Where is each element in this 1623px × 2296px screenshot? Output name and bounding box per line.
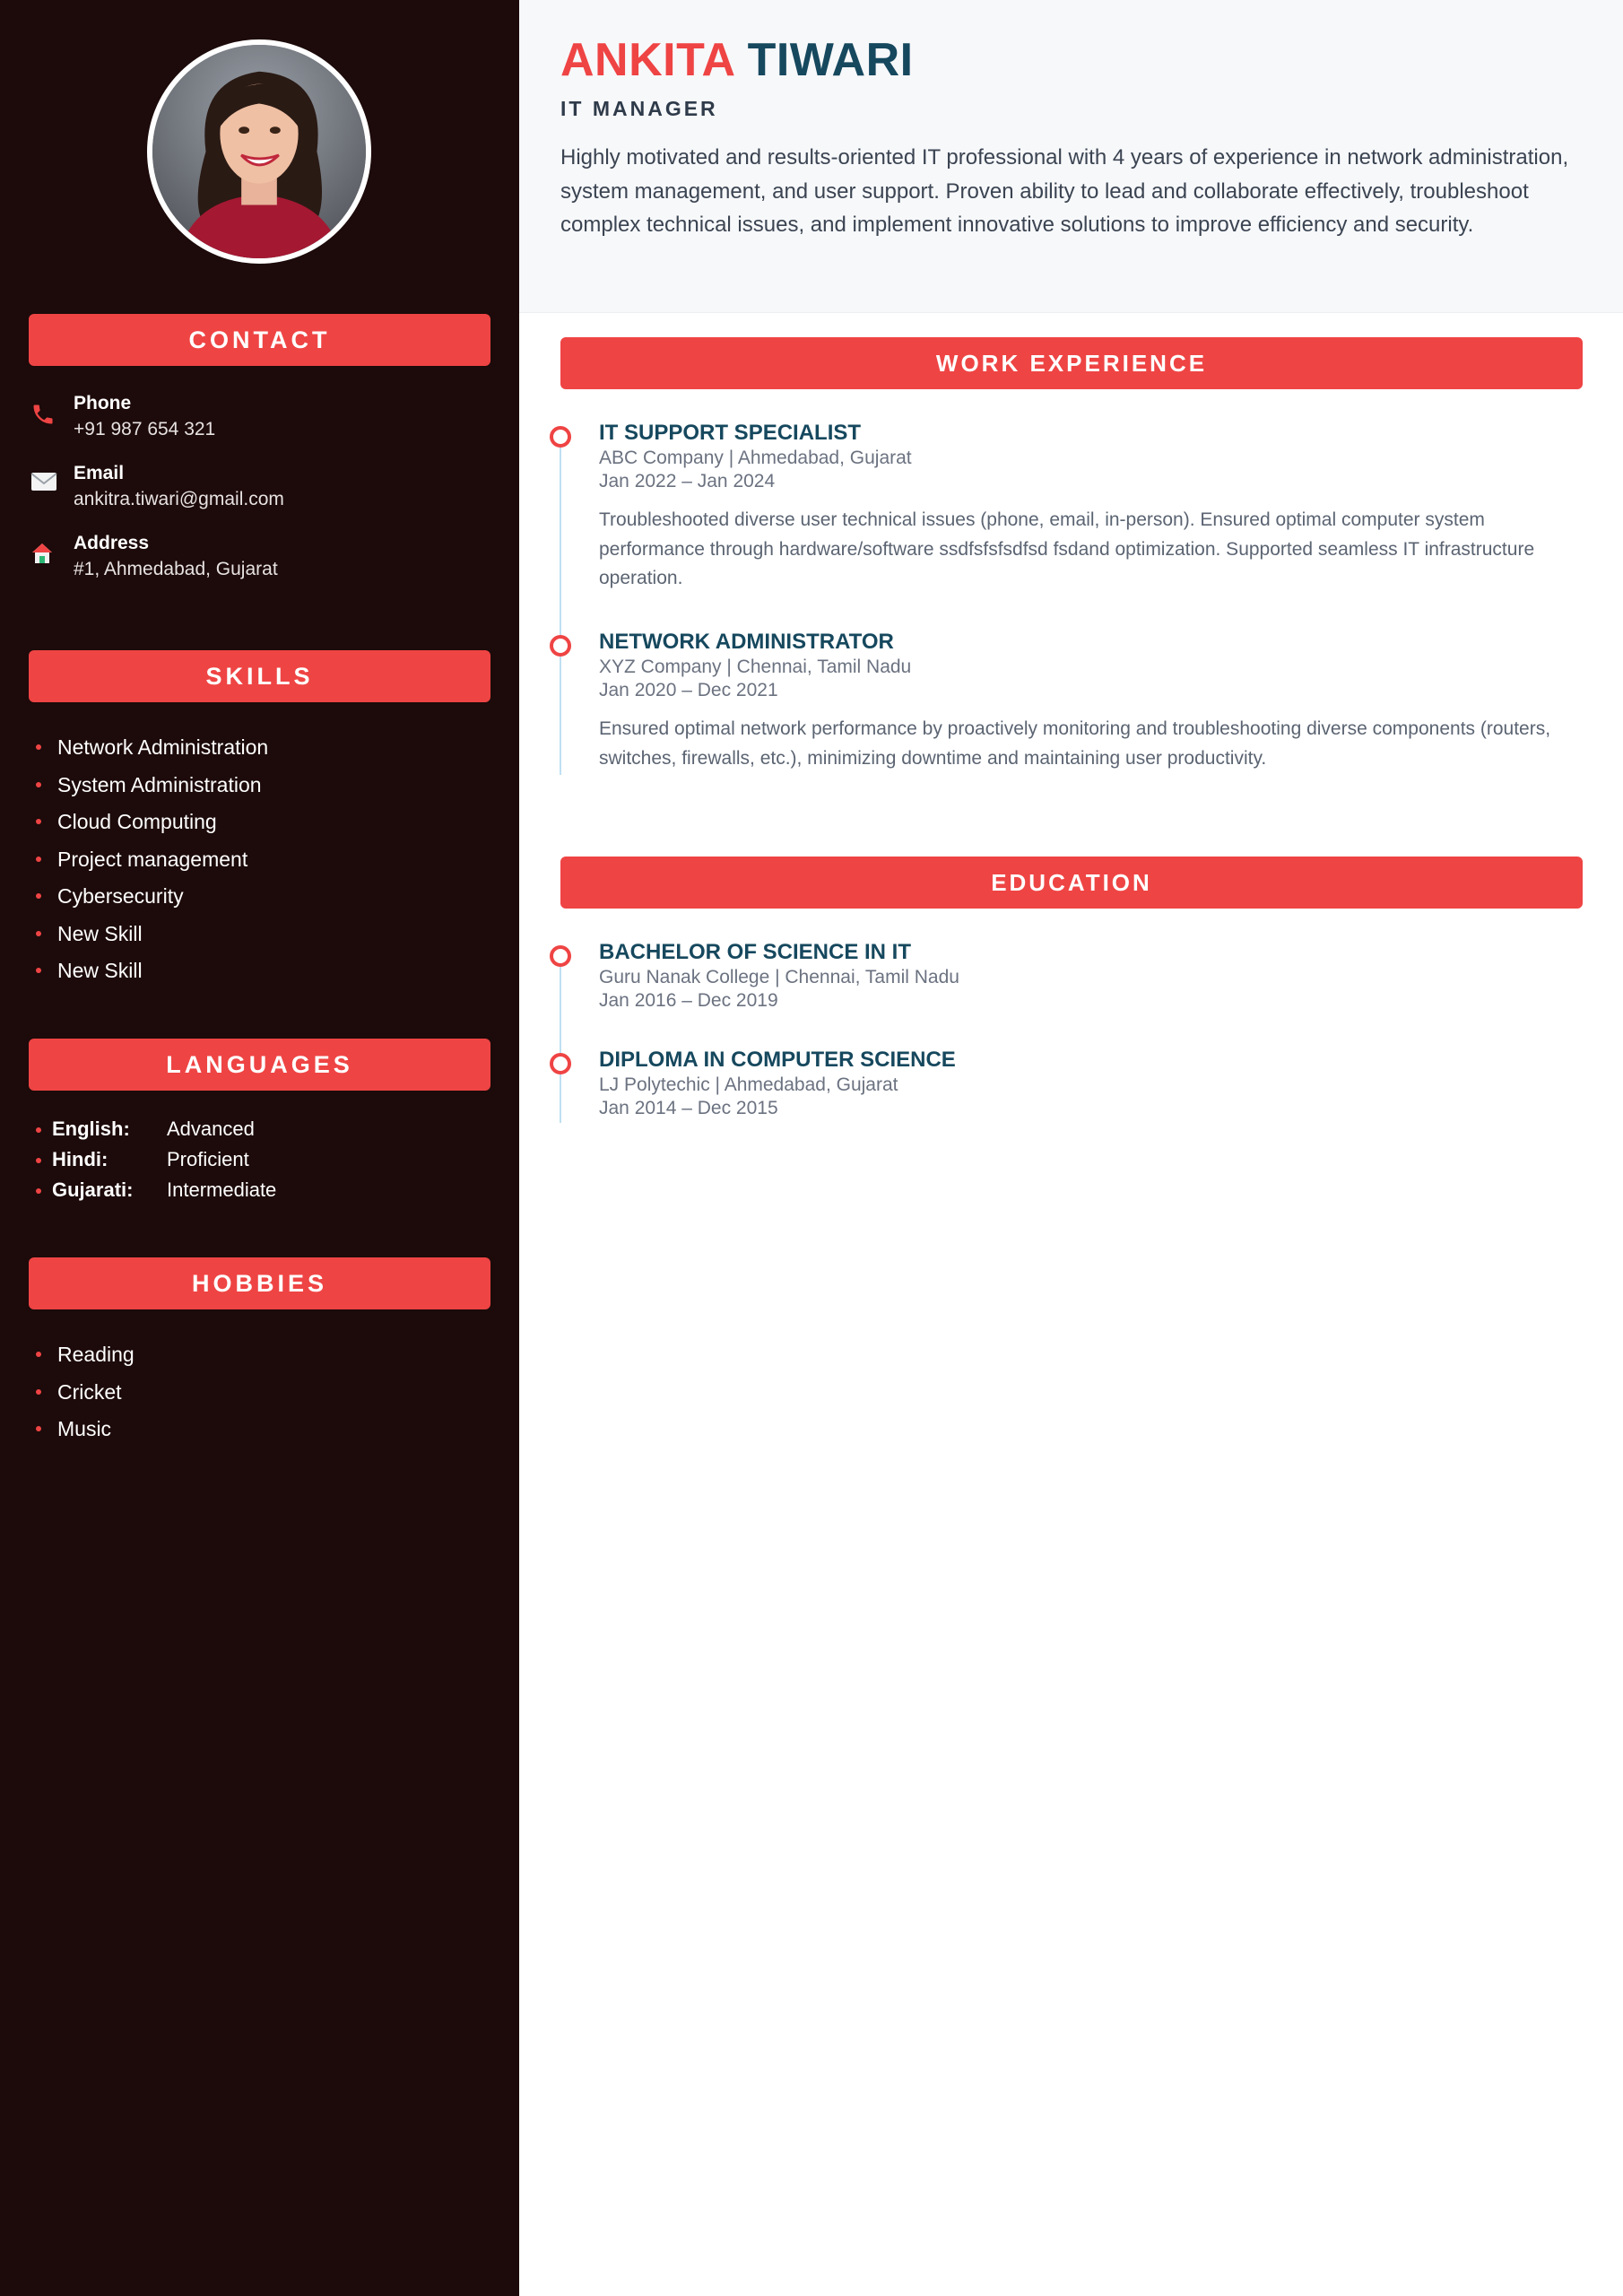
contact-value-email[interactable]: ankitra.tiwari@gmail.com [74, 489, 284, 509]
contact-address [30, 531, 278, 583]
language-name: Gujarati: [52, 1178, 134, 1201]
education-entry [599, 1047, 1567, 1120]
contact-value-address: #1, Ahmedabad, Gujarat [74, 559, 278, 579]
work-dates: Jan 2022 – Jan 2024 [599, 471, 776, 491]
skill-item: Network Administration [36, 734, 268, 771]
work-description: Troubleshooted diverse user technical issues (phone, email, in-person). Ensured optimal computer system performance through hardware/software ssdfsfsfsdfsd fsdand optimization. Supported seamless IT infrastructure operation. [599, 509, 1535, 588]
skill-item: System Administration [36, 771, 268, 809]
education-timeline-line [560, 947, 561, 1123]
timeline-dot [550, 635, 571, 657]
language-level: Proficient [167, 1148, 249, 1170]
contact-value-phone[interactable]: +91 987 654 321 [74, 419, 216, 439]
timeline-dot [550, 426, 571, 448]
language-level: Intermediate [167, 1178, 277, 1201]
hobby-item: Cricket [36, 1378, 135, 1416]
profile-photo [147, 39, 371, 264]
skills-heading: SKILLS [29, 650, 490, 702]
skills-list [36, 734, 268, 995]
candidate-name [560, 32, 914, 88]
work-description: Ensured optimal network performance by proactively monitoring and troubleshooting diverse components (routers, switches, firewalls, etc.), minimizing downtime and maintaining user productivity. [599, 718, 1551, 769]
work-company: ABC Company | Ahmedabad, Gujarat [599, 448, 912, 468]
work-company: XYZ Company | Chennai, Tamil Nadu [599, 657, 912, 677]
timeline-dot [550, 945, 571, 967]
profile-photo-image [152, 45, 366, 258]
language-item [36, 1177, 276, 1207]
language-name: English: [52, 1118, 130, 1140]
hobbies-heading: HOBBIES [29, 1257, 490, 1309]
skill-item: New Skill [36, 957, 268, 995]
language-item [36, 1116, 276, 1146]
education-institution: Guru Nanak College | Chennai, Tamil Nadu [599, 967, 959, 987]
contact-label-address: Address [74, 533, 150, 553]
education-heading: EDUCATION [560, 857, 1583, 909]
hobbies-list [36, 1341, 135, 1453]
language-item [36, 1146, 276, 1177]
last-name: TIWARI [747, 34, 914, 86]
home-icon [30, 542, 57, 569]
skill-item: Cybersecurity [36, 883, 268, 920]
work-title: IT SUPPORT SPECIALIST [599, 421, 862, 445]
languages-heading: LANGUAGES [29, 1039, 490, 1091]
hobby-item: Music [36, 1415, 135, 1453]
work-entry [599, 629, 1567, 773]
education-dates: Jan 2014 – Dec 2015 [599, 1098, 778, 1118]
hobby-item: Reading [36, 1341, 135, 1378]
education-institution: LJ Polytechic | Ahmedabad, Gujarat [599, 1074, 898, 1095]
contact-phone [30, 391, 215, 443]
contact-email [30, 461, 284, 513]
contact-label-email: Email [74, 463, 125, 483]
phone-icon [30, 402, 57, 429]
sidebar [0, 0, 519, 2296]
skill-item: Cloud Computing [36, 808, 268, 846]
work-entry [599, 420, 1567, 594]
contact-heading: CONTACT [29, 314, 490, 366]
skill-item: Project management [36, 846, 268, 883]
languages-list [36, 1116, 276, 1207]
contact-label-phone: Phone [74, 393, 132, 413]
education-entry [599, 939, 1567, 1013]
education-degree: DIPLOMA IN COMPUTER SCIENCE [599, 1048, 956, 1072]
language-level: Advanced [167, 1118, 255, 1140]
work-timeline-line [560, 429, 561, 775]
timeline-dot [550, 1053, 571, 1074]
education-dates: Jan 2016 – Dec 2019 [599, 990, 778, 1011]
work-title: NETWORK ADMINISTRATOR [599, 630, 894, 654]
education-degree: BACHELOR OF SCIENCE IN IT [599, 940, 912, 964]
profile-summary: Highly motivated and results-oriented IT professional with 4 years of experience in network administration, system management, and user support. Proven ability to lead and collaborate effectively, troubleshoot complex technical issues, and implement innovative solutions to improve efficiency and security. [560, 145, 1569, 237]
skill-item: New Skill [36, 920, 268, 958]
first-name: ANKITA [560, 34, 734, 86]
email-icon [30, 472, 57, 499]
work-experience-heading: WORK EXPERIENCE [560, 337, 1583, 389]
job-title: IT MANAGER [560, 97, 718, 120]
language-name: Hindi: [52, 1148, 108, 1170]
work-dates: Jan 2020 – Dec 2021 [599, 680, 778, 700]
